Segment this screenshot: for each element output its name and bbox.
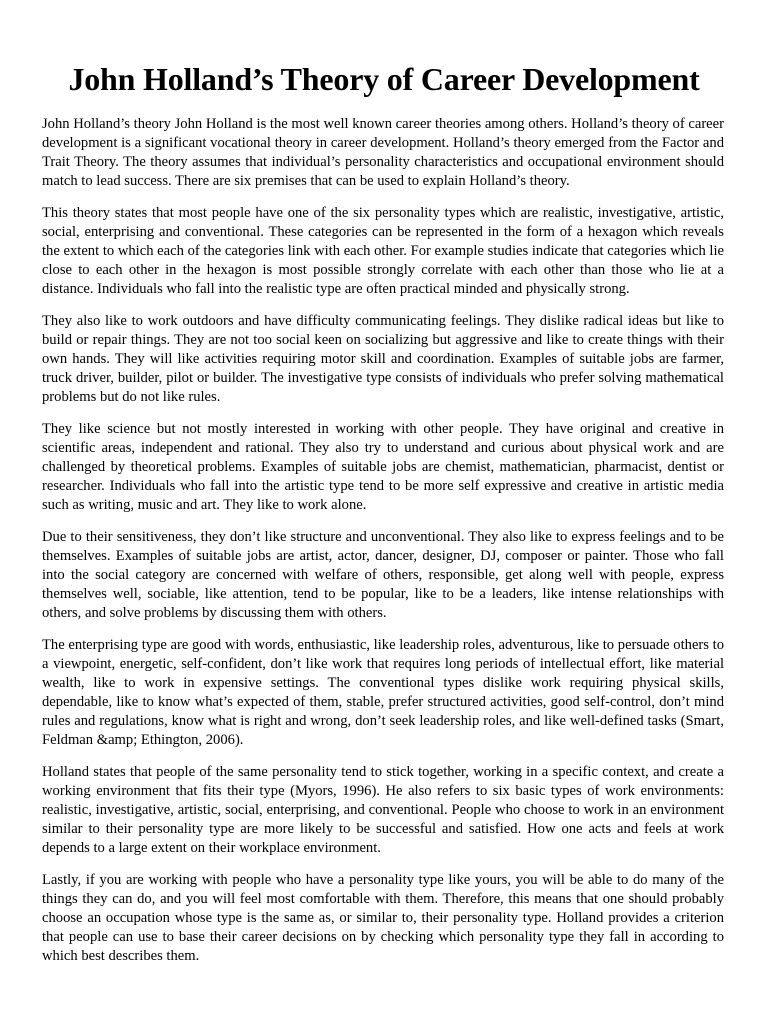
paragraph-5: Due to their sensitiveness, they don’t like structure and unconventional. They also like to express feelings and to be themselves. Examples of suitable jobs are artist, actor, dancer, designer, DJ, composer or painter. Those who fall into the social category are concerned with welfare of others, responsible, get along well with people, express themselves well, sociable, like attention, tend to be popular, like to be a leaders, like intense relationships with others, and solve problems by discussing them with others.: [42, 528, 724, 622]
paragraph-8: Lastly, if you are working with people who have a personality type like yours, you will be able to do many of the things they can do, and you will feel most comfortable with them. Therefore, this means that one should probably choose an occupation whose type is the same as, or similar to, their personality type. Holland provides a criterion that people can use to base their career decisions on by checking which personality type they fall in according to which best describes them.: [42, 871, 724, 965]
paragraph-1: John Holland’s theory John Holland is the most well known career theories among others. Holland’s theory of career development is a significant vocational theory in career development. Holland’s theory emerged from the Factor and Trait Theory. The theory assumes that individual’s personality characteristics and occupational environment should match to lead success. There are six premises that can be used to explain Holland’s theory.: [42, 116, 724, 190]
paragraph-2: This theory states that most people have one of the six personality types which are realistic, investigative, artistic, social, enterprising and conventional. These categories can be represented in the form of a hexagon which reveals the extent to which each of the categories link with each other. For example studies indicate that categories which lie close to each other in the hexagon is most possible strongly correlate with each other than those who lie at a distance. Individuals who fall into the realistic type are often practical minded and physically strong.: [42, 204, 724, 298]
paragraph-6: The enterprising type are good with words, enthusiastic, like leadership roles, adventurous, like to persuade others to a viewpoint, energetic, self-confident, don’t like work that requires long periods of intellectual effort, like material wealth, like to work in expensive settings. The conventional types dislike work requiring physical skills, dependable, like to know what’s expected of them, stable, prefer structured activities, good self-control, don’t mind rules and regulations, know what is right and wrong, don’t seek leadership roles, and like well-defined tasks (Smart, Feldman &amp; Ethington, 2006).: [42, 636, 724, 749]
page-title: John Holland’s Theory of Career Development: [68, 61, 700, 97]
paragraph-4: They like science but not mostly interested in working with other people. They have original and creative in scientific areas, independent and rational. They also try to understand and curious about physical work and are challenged by theoretical problems. Examples of suitable jobs are chemist, mathematician, pharmacist, dentist or researcher. Individuals who fall into the artistic type tend to be more self expressive and creative in artistic media such as writing, music and art. They like to work alone.: [42, 420, 724, 514]
document-body: [42, 115, 724, 979]
paragraph-3: They also like to work outdoors and have difficulty communicating feelings. They dislike radical ideas but like to build or repair things. They are not too social keen on socializing but aggressive and like to create things with their own hands. They will like activities requiring motor skill and coordination. Examples of suitable jobs are farmer, truck driver, builder, pilot or builder. The investigative type consists of individuals who prefer solving mathematical problems but do not like rules.: [42, 312, 724, 406]
paragraph-7: Holland states that people of the same personality tend to stick together, working in a specific context, and create a working environment that fits their type (Myors, 1996). He also refers to six basic types of work environments: realistic, investigative, artistic, social, enterprising, and conventional. People who choose to work in an environment similar to their personality type are more likely to be successful and satisfied. How one acts and feels at work depends to a large extent on their workplace environment.: [42, 763, 724, 857]
